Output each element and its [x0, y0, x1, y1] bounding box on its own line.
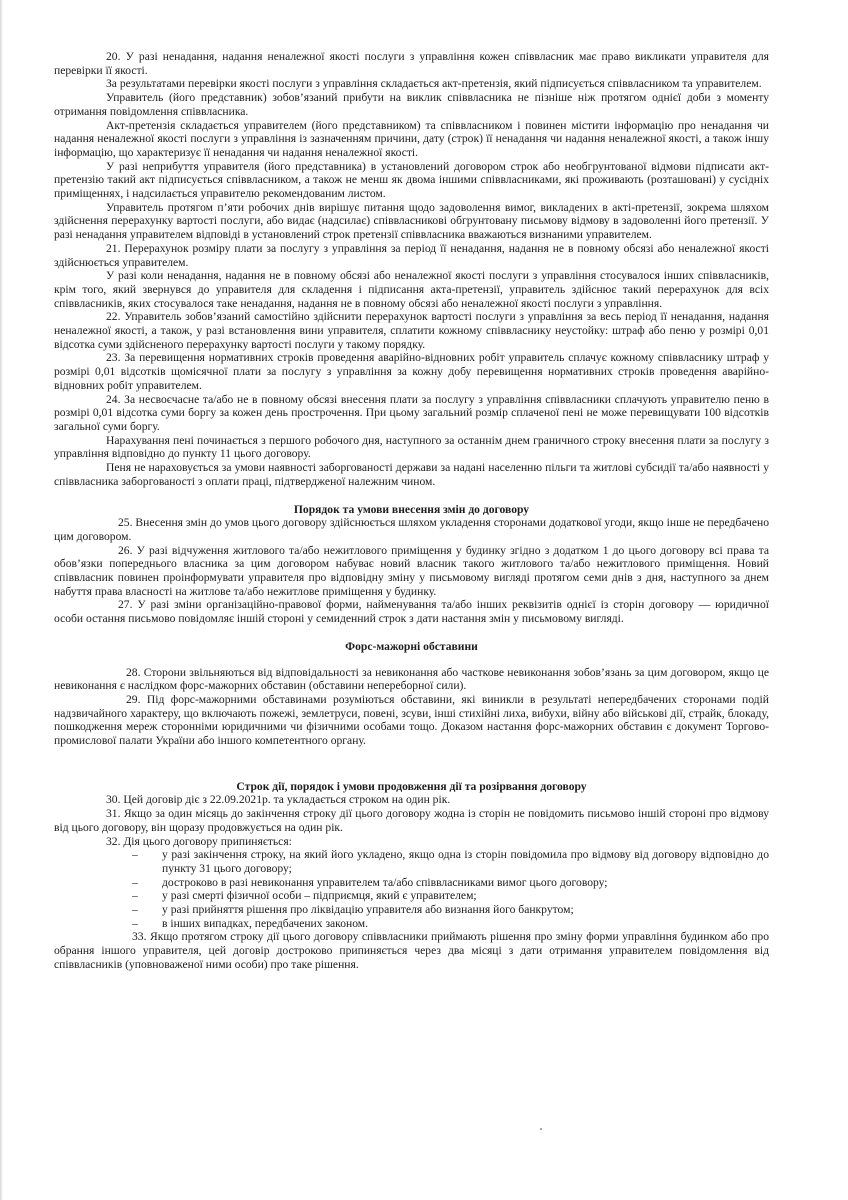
dash-marker: –	[132, 903, 138, 917]
section-heading-force-majeure: Форс-мажорні обставини	[345, 639, 478, 653]
paragraph: У разі коли ненадання, надання не в повному обсязі або неналежної якості послуги з управління стосувалося інших співвласників, крім того, який звернувся до управителя для складення і підписання акта-претензії, управитель здійснює такий перерахунок для всіх співвласників, яких стосувалося таке ненадання, надання не в повному обсязі або неналежної якості послуги з управління.	[54, 269, 769, 310]
paragraph-32: 32. Дія цього договору припиняється:	[106, 834, 292, 848]
list-item: – у разі закінчення строку, на який його укладено, якщо одна із сторін повідомила про відмову від договору відповідно до пункту 31 цього договору;	[132, 848, 769, 875]
paragraph-25: 25. Внесення змін до умов цього договору здійснюється шляхом укладення сторонами додаткової угоди, якщо інше не передбачено цим договором.	[54, 516, 769, 543]
list-item: – у разі прийняття рішення про ліквідацію управителя або визнання його банкрутом;	[132, 903, 574, 917]
paragraph-29: 29. Під форс-мажорними обставинами розуміються обставини, які виникли в результаті непередбачених сторонами подій надзвичайного характеру, що включають пожежі, землетруси, повені, зсуви, інші стихійні лиха, вибухи, війну або військові дії, страйк, блокаду, пошкодження мереж сторонніми юридичними чи фізичними особами тощо. Доказом настання форс-мажорних обставин є документ Торгово-промислової палати України або іншого компетентного органу.	[54, 692, 769, 748]
paragraph: У разі неприбуття управителя (його представника) в установлений договором строк або необгрунтованої відмови підписати акт-претензію такий акт підписується співвласником, а також не менш як двома іншими співвласниками, які проживають (розташовані) у сусідніх приміщеннях, і надсилається управителю рекомендованим листом.	[54, 159, 769, 201]
dash-marker: –	[132, 875, 138, 889]
scan-left-edge	[0, 0, 3, 1200]
scan-speck	[540, 1128, 542, 1130]
paragraph: Акт-претензія складається управителем (його представником) та співвласником і повинен містити інформацію про ненадання чи надання неналежної якості послуги з управління із зазначенням причини, дату (строк) її ненадання чи надання неналежної якості, а також іншу інформацію, що характеризує її ненадання чи надання неналежної якості.	[54, 118, 769, 159]
paragraph-26: 26. У разі відчуження житлового та/або нежитлового приміщення у будинку згідно з додатком 1 до цього договору всі права та обов’язки попереднього власника за цим договором набуває новий власник такого житлового та/або нежитлового приміщення. Новий співвласник повинен проінформувати управителя про відповідну зміну у письмовому вигляді протягом семи днів з дня, наступного за днем набуття права власності на житлове та/або нежитлове приміщення у будинку.	[54, 543, 769, 598]
paragraph: Управитель протягом п’яти робочих днів вирішує питання щодо задоволення вимог, викладених в акті-претензії, зокрема шляхом здійснення перерахунку вартості послуги, або видає (надсилає) співвласникові обгрунтовану письмову відмову в задоволенні його претензії. У разі ненадання управителем відповіді в установлений строк претензії співвласника вважаються визнаними управителем.	[54, 200, 769, 242]
paragraph: Нарахування пені починається з першого робочого дня, наступного за останнім днем граничного строку внесення плати за послугу з управління відповідно до пункту 11 цього договору.	[54, 433, 769, 461]
paragraph-28: 28. Сторони звільняються від відповідальності за невиконання або часткове невиконання зобов’язань за цим договором, якщо це невиконання є наслідком форс-мажорних обставин (обставини непереборної сили).	[54, 665, 769, 693]
list-item: – у разі смерті фізичної особи – підприємця, який є управителем;	[132, 889, 477, 903]
section-heading-term: Строк дії, порядок і умови продовження дії та розірвання договору	[236, 779, 587, 793]
paragraph-30: 30. Цей договір діє з 22.09.2021р. та укладається строком на один рік.	[106, 793, 451, 807]
paragraph: За результатами перевірки якості послуги з управління складається акт-претензія, який підписується співвласником та управителем.	[106, 77, 762, 91]
paragraph-33: 33. Якщо протягом строку дії цього договору співвласники приймають рішення про зміну форми управління будинком або про обрання іншого управителя, цей договір достроково припиняється через два місяці з дати отримання управителем повідомлення від співвласників (уповноваженої ними особи) про таке рішення.	[54, 930, 769, 971]
paragraph-20: 20. У разі ненадання, надання неналежної якості послуги з управління кожен співвласник має право викликати управителя для перевірки її якості.	[54, 50, 769, 77]
paragraph-23: 23. За перевищення нормативних строків проведення аварійно-відновних робіт управитель сплачує кожному співвласнику штраф у розмірі 0,01 відсотків щомісячної плати за послугу з управління за кожну добу перевищення нормативних строків проведення аварійно-відновних робіт управителем.	[54, 351, 769, 392]
termination-list	[54, 848, 769, 930]
paragraph-22: 22. Управитель зобов’язаний самостійно здійснити перерахунок вартості послуги з управління за весь період її ненадання, надання неналежної якості, а також, у разі встановлення вини управителя, сплатити кожному співвласнику неустойку: штраф або пеню у розмірі 0,01 відсотка суми здійсненого перерахунку вартості послуги у такому порядку.	[54, 310, 769, 351]
document-page	[54, 50, 769, 972]
paragraph: Управитель (його представник) зобов’язаний прибути на виклик співвласника не пізніше ніж протягом однієї доби з моменту отримання повідомлення співвласника.	[54, 91, 769, 118]
dash-marker: –	[132, 916, 138, 930]
section-heading-changes: Порядок та умови внесення змін до договору	[293, 502, 530, 516]
dash-marker: –	[132, 848, 138, 862]
list-item: – в інших випадках, передбачених законом.	[132, 916, 369, 930]
dash-marker: –	[132, 889, 138, 903]
paragraph-24: 24. За несвоєчасне та/або не в повному обсязі внесення плати за послугу з управління співвласники сплачують управителю пеню в розмірі 0,01 відсотка суми боргу за кожен день прострочення. При цьому загальний розмір сплаченої пені не може перевищувати 100 відсотків загальної суми боргу.	[54, 392, 769, 433]
paragraph-21: 21. Перерахунок розміру плати за послугу з управління за період її ненадання, надання не в повному обсязі або неналежної якості здійснюється управителем.	[54, 241, 769, 269]
list-item: – достроково в разі невиконання управителем та/або співвласниками вимог цього договору;	[132, 875, 608, 889]
paragraph-27: 27. У разі зміни організаційно-правової форми, найменування та/або інших реквізитів однієї із сторін договору — юридичної особи остання письмово повідомляє іншій стороні у семиденний строк з дати настання змін у письмовому вигляді.	[54, 598, 769, 626]
paragraph-31: 31. Якщо за один місяць до закінчення строку дії цього договору жодна із сторін не повідомить письмово іншій стороні про відмову від цього договору, він щоразу продовжується на один рік.	[54, 807, 769, 834]
paragraph: Пеня не нараховується за умови наявності заборгованості держави за надані населенню пільги та житлові субсидії та/або наявності у співвласника заборгованості з оплати праці, підтвердженої належним чином.	[54, 461, 769, 488]
